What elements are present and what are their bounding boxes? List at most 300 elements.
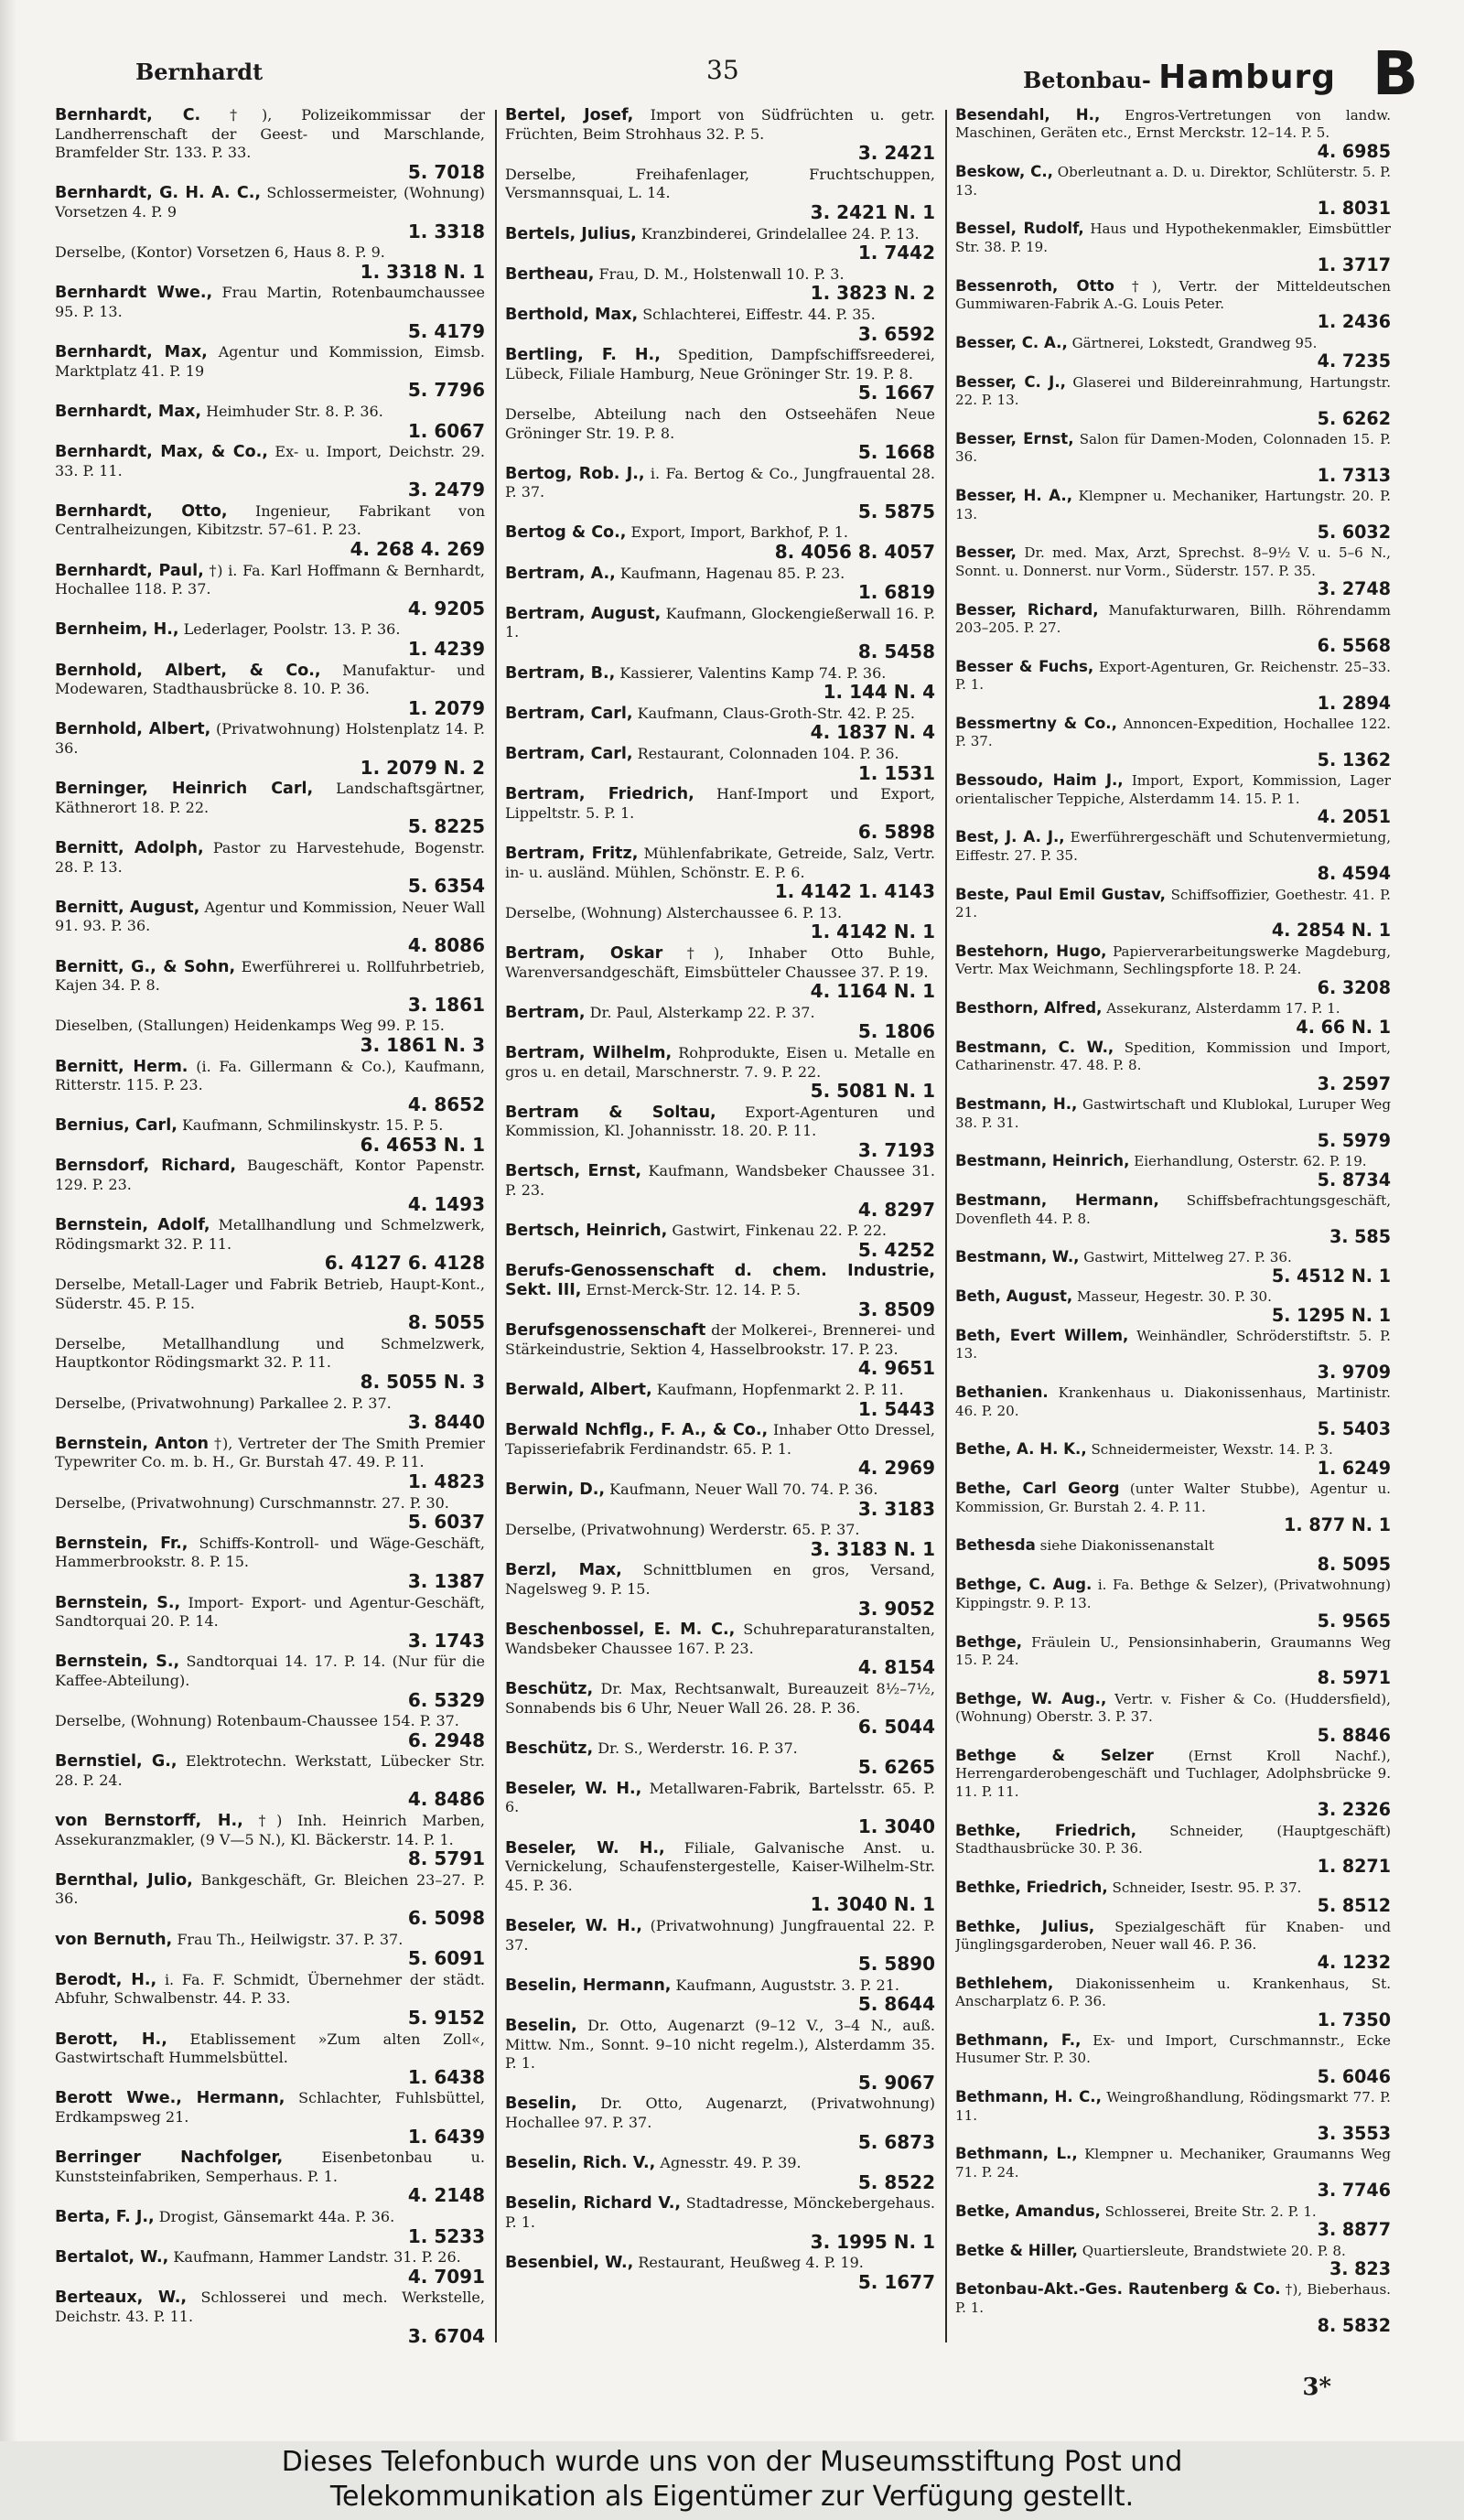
entry-details: i. Fa. F. Schmidt, Übernehmer der städt. Abfuhr, Schwalbenstr. 44. P. 33.: [55, 1970, 485, 2008]
entry-name: Bethge & Selzer: [955, 1746, 1154, 1764]
directory-entry: [505, 944, 935, 1002]
entry-phone-number: 1. 6067: [407, 419, 485, 442]
entry-name: Bethmann, H. C.,: [955, 2088, 1102, 2106]
directory-entry: [55, 2208, 485, 2246]
entry-phone-number: 3. 3553: [1317, 2123, 1391, 2145]
entry-details: Haus und Hypothekenmakler, Eimsbüttler Str. 38. P. 19.: [955, 221, 1391, 255]
directory-entry: [955, 2242, 1391, 2279]
entry-phone-number: 6. 5044: [857, 1716, 935, 1739]
entry-name: Beselin,: [505, 2095, 577, 2114]
entry-phone-number: 3. 2421 N. 1: [810, 200, 935, 223]
entry-name: Bernhardt, Otto,: [55, 501, 228, 521]
entry-details: †), Vertr. der Mitteldeutschen Gummiwaren-Fabrik A.-G. Louis Peter.: [955, 277, 1391, 313]
entry-details: Dr. S., Werderstr. 16. P. 37.: [597, 1739, 798, 1757]
directory-entry: [505, 904, 935, 942]
entry-name: Beseler, W. H.,: [505, 1838, 665, 1858]
entry-name: Besser, H. A.,: [955, 487, 1073, 505]
entry-name: Berthold, Max,: [505, 305, 639, 324]
entry-name: Berwald, Albert,: [505, 1381, 652, 1399]
directory-entry: [955, 1095, 1391, 1150]
entry-phone-number: 6. 5898: [857, 821, 935, 844]
entry-details: Kaufmann, Schmilinskystr. 15. P. 5.: [181, 1116, 444, 1135]
entry-phone-number: 3. 1861: [407, 993, 485, 1016]
directory-entry: [955, 1690, 1391, 1745]
entry-phone-number: 6. 5098: [407, 1907, 485, 1930]
entry-name: Bethke, Julius,: [955, 1917, 1095, 1935]
entry-details: Etablissement »Zum alten Zoll«, Gastwirtschaft Hummelsbüttel.: [55, 2030, 485, 2067]
entry-details: Export, Import, Barkhof, P. 1.: [630, 523, 848, 542]
entry-details: Papierverarbeitungswerke Magdeburg, Vertr. Max Weichmann, Sechlingspforte 18. P. 24.: [955, 942, 1391, 978]
entry-phone-number: 3. 7193: [857, 1138, 935, 1161]
entry-name: Bertsch, Heinrich,: [505, 1222, 668, 1241]
directory-entry: [955, 886, 1391, 941]
entry-phone-number: 4. 2051: [1317, 806, 1391, 828]
entry-phone-number: 8. 4056 8. 4057: [774, 541, 935, 564]
entry-name: Bernstein, Adolf,: [55, 1216, 210, 1235]
entry-details: Glaserei und Bildereinrahmung, Hartungstr. 22. P. 13.: [955, 373, 1391, 409]
entry-name: Besser, C. J.,: [955, 372, 1066, 391]
directory-entry: [955, 658, 1391, 713]
entry-details: Frau Martin, Rotenbaumchaussee 95. P. 13.: [55, 284, 485, 320]
directory-entry: [55, 1535, 485, 1592]
entry-phone-number: 8. 4594: [1317, 863, 1391, 885]
directory-entry: [955, 1918, 1391, 1973]
directory-columns: [55, 106, 1391, 2366]
entry-name: Berwald Nchflg., F. A., & Co.,: [505, 1421, 769, 1440]
directory-entry: [505, 405, 935, 463]
directory-entry: [55, 1812, 485, 1869]
directory-entry: [505, 1004, 935, 1042]
entry-phone-number: 3. 2326: [1317, 1799, 1391, 1821]
entry-details: Ernst-Merck-Str. 12. 14. P. 5.: [586, 1281, 801, 1299]
signature-mark: 3*: [1302, 2374, 1331, 2401]
entry-name: Bertel, Josef,: [505, 106, 634, 124]
entry-name: Berott Wwe., Hermann,: [55, 2089, 285, 2108]
directory-entry: [55, 958, 485, 1016]
entry-details: Derselbe, (Privatwohnung) Werderstr. 65. P. 37.: [505, 1521, 860, 1539]
directory-entry: [505, 1481, 935, 1519]
entry-details: Restaurant, Colonnaden 104. P. 36.: [637, 745, 899, 762]
column-divider: [495, 110, 497, 2342]
entry-phone-number: 4. 9651: [857, 1357, 935, 1380]
entry-details: Hanf-Import und Export, Lippeltstr. 5. P. 1.: [505, 785, 935, 822]
entry-phone-number: 1. 3040: [857, 1815, 935, 1838]
directory-entry: [955, 430, 1391, 485]
entry-details: Salon für Damen-Moden, Colonnaden 15. P. 36.: [955, 430, 1391, 466]
entry-phone-number: 3. 585: [1329, 1225, 1391, 1247]
entry-details: (Privatwohnung) Holstenplatz 14. P. 36.: [55, 720, 485, 757]
entry-phone-number: 3. 2597: [1317, 1072, 1391, 1094]
entry-name: Berninger, Heinrich Carl,: [55, 780, 314, 799]
entry-phone-number: 1. 5443: [857, 1397, 935, 1420]
entry-name: Bertram,: [505, 1003, 586, 1022]
entry-name: Berteaux, W.,: [55, 2288, 187, 2308]
entry-details: Klempner u. Mechaniker, Graumanns Weg 71. P. 24.: [955, 2146, 1391, 2181]
directory-entry: [505, 1680, 935, 1738]
entry-details: Spezialgeschäft für Knaben- und Jünglingsgarderoben, Neuer wall 46. P. 36.: [955, 1918, 1391, 1953]
entry-name: Berzl, Max,: [505, 1561, 622, 1580]
entry-details: Schneider, Isestr. 95. P. 37.: [1112, 1879, 1302, 1896]
entry-name: Berringer Nachfolger,: [55, 2148, 284, 2168]
entry-phone-number: 5. 9152: [407, 2007, 485, 2029]
entry-details: Baugeschäft, Kontor Papenstr. 129. P. 23.: [55, 1157, 485, 1194]
directory-entry: [955, 334, 1391, 372]
entry-details: Vertr. v. Fisher & Co. (Huddersfield), (Wohnung) Oberstr. 3. P. 37.: [955, 1690, 1391, 1726]
entry-phone-number: 4. 8154: [857, 1656, 935, 1679]
directory-entry: [505, 106, 935, 164]
entry-phone-number: 4. 8486: [407, 1788, 485, 1811]
entry-phone-number: 1. 4823: [407, 1470, 485, 1492]
entry-phone-number: 4. 9205: [407, 597, 485, 619]
column-divider: [945, 110, 947, 2342]
directory-entry: [55, 403, 485, 441]
directory-entry: [955, 601, 1391, 656]
directory-entry: [55, 1157, 485, 1214]
directory-entry: [55, 1871, 485, 1929]
entry-details: Derselbe, Metall-Lager und Fabrik Betrieb, Haupt-Kont., Süderstr. 45. P. 15.: [55, 1276, 485, 1312]
entry-phone-number: 1. 6439: [407, 2125, 485, 2148]
directory-entry: [955, 1633, 1391, 1688]
directory-entry: [955, 1879, 1391, 1916]
directory-entry: [55, 2248, 485, 2287]
directory-entry: [505, 1521, 935, 1559]
entry-phone-number: 3. 8877: [1317, 2219, 1391, 2241]
entry-phone-number: 1. 5233: [407, 2224, 485, 2247]
directory-entry: [505, 1976, 935, 2015]
entry-phone-number: 5. 4512 N. 1: [1271, 1265, 1391, 1287]
entry-details: Schneidermeister, Wexstr. 14. P. 3.: [1091, 1441, 1333, 1459]
entry-phone-number: 5. 8225: [407, 815, 485, 838]
directory-entry: [955, 1822, 1391, 1877]
entry-phone-number: 4. 7235: [1317, 350, 1391, 372]
entry-phone-number: 5. 5403: [1317, 1418, 1391, 1440]
entry-phone-number: 4. 1232: [1317, 1952, 1391, 1974]
entry-name: Bertram, Carl,: [505, 745, 633, 763]
entry-name: Berwin, D.,: [505, 1480, 606, 1499]
entry-details: †), Polizeikommissar der Landherrenschaft der Geest- und Marschlande, Bramfelder Str. 133. P. 33.: [55, 106, 485, 162]
entry-details: Schiffsbefrachtungsgeschäft, Dovenfleth 44. P. 8.: [955, 1192, 1391, 1227]
entry-name: Berufs-Genossenschaft d. chem. Industrie, Sekt. III,: [505, 1262, 935, 1300]
directory-entry: [955, 163, 1391, 218]
directory-entry: [505, 1839, 935, 1915]
entry-name: Bertalot, W.,: [55, 2248, 169, 2267]
directory-entry: [505, 346, 935, 404]
directory-entry: [55, 780, 485, 837]
entry-details: Gärtnerei, Lokstedt, Grandweg 95.: [1071, 334, 1318, 351]
directory-entry: [955, 1975, 1391, 2030]
entry-name: Beskow, C.,: [955, 163, 1053, 181]
entry-phone-number: 5. 6262: [1317, 407, 1391, 429]
entry-name: Besser,: [955, 544, 1017, 562]
entry-name: Bestehorn, Hugo,: [955, 942, 1107, 960]
entry-details: Schuhreparaturanstalten, Wandsbeker Chaussee 167. P. 23.: [505, 1621, 935, 1657]
directory-entry: [955, 828, 1391, 883]
entry-details: Dr. Max, Rechtsanwalt, Bureauzeit 8½–7½, Sonnabends bis 6 Uhr, Neuer Wall 26. 28. P. 36.: [505, 1679, 935, 1717]
entry-details: Schlachter, Fuhlsbüttel, Erdkampsweg 21.: [55, 2089, 485, 2126]
entry-phone-number: 5. 6873: [857, 2130, 935, 2153]
entry-details: (unter Walter Stubbe), Agentur u. Kommission, Gr. Burstah 2. 4. P. 11.: [955, 1481, 1391, 1515]
entry-name: Bernius, Carl,: [55, 1116, 178, 1136]
entry-details: Manufakturwaren, Billh. Röhrendamm 203–205. P. 27.: [955, 601, 1391, 636]
entry-phone-number: 5. 1295 N. 1: [1271, 1304, 1391, 1326]
entry-phone-number: 1. 2079 N. 2: [360, 756, 485, 779]
entry-details: Stadtadresse, Mönckebergehaus. P. 1.: [505, 2194, 935, 2231]
entry-phone-number: 3. 9052: [857, 1597, 935, 1620]
directory-entry: [55, 284, 485, 341]
entry-name: Beschütz,: [505, 1679, 594, 1698]
entry-details: der Molkerei-, Brennerei- und Stärkeindustrie, Sektion 4, Hasselbrookstr. 17. P. 23.: [505, 1321, 935, 1358]
entry-phone-number: 3. 8509: [857, 1298, 935, 1320]
directory-entry: [955, 1327, 1391, 1382]
entry-details: Drogist, Gänsemarkt 44a. P. 36.: [158, 2207, 395, 2225]
entry-phone-number: 5. 5081 N. 1: [810, 1080, 935, 1103]
directory-entry: [55, 1931, 485, 1969]
entry-phone-number: 5. 9067: [857, 2071, 935, 2094]
directory-entry: [955, 2145, 1391, 2200]
entry-phone-number: 5. 8846: [1317, 1724, 1391, 1746]
entry-details: Oberleutnant a. D. u. Direktor, Schlüterstr. 5. P. 13.: [955, 164, 1391, 199]
entry-phone-number: 1. 8271: [1317, 1856, 1391, 1878]
directory-entry: [955, 1248, 1391, 1286]
entry-name: Bertog & Co.,: [505, 523, 627, 543]
entry-details: Schlachterei, Eiffestr. 44. P. 35.: [642, 305, 876, 323]
entry-name: Bethke, Friedrich,: [955, 1878, 1108, 1896]
entry-name: Berufsgenossenschaft: [505, 1321, 706, 1341]
entry-name: Bertram, Fritz,: [505, 844, 639, 863]
entry-name: Bestmann, Heinrich,: [955, 1152, 1130, 1170]
entry-name: Bernstein, Fr.,: [55, 1534, 188, 1553]
entry-name: Bethge, C. Aug.: [955, 1576, 1093, 1594]
directory-entry: [955, 715, 1391, 770]
entry-details: Metallwaren-Fabrik, Bartelsstr. 65. P. 6.: [505, 1779, 935, 1816]
entry-name: von Bernstorff, H.,: [55, 1812, 243, 1831]
entry-phone-number: 3. 3183: [857, 1497, 935, 1520]
directory-entry: [55, 1971, 485, 2029]
directory-entry: [505, 465, 935, 522]
entry-details: Agentur und Kommission, Neuer Wall 91. 93. P. 36.: [55, 898, 485, 935]
directory-entry: [505, 2095, 935, 2152]
entry-name: Bethe, A. H. K.,: [955, 1440, 1087, 1459]
directory-entry: [955, 1384, 1391, 1438]
entry-name: Bernstein, S.,: [55, 1653, 180, 1672]
directory-entry: [55, 1335, 485, 1393]
directory-entry: [955, 1039, 1391, 1093]
entry-name: Bernheim, H.,: [55, 620, 179, 640]
entry-details: Schnittblumen en gros, Versand, Nagelsweg 9. P. 15.: [505, 1561, 935, 1598]
entry-details: Ingenieur, Fabrikant von Centralheizungen, Kibitzstr. 57–61. P. 23.: [55, 501, 485, 539]
directory-entry: [55, 502, 485, 560]
directory-entry: [55, 2288, 485, 2346]
entry-details: Derselbe, (Kontor) Vorsetzen 6, Haus 8. P. 9.: [55, 243, 385, 262]
entry-details: Landschaftsgärtner, Käthnerort 18. P. 22.: [55, 780, 485, 816]
entry-name: Bernitt, Herm.: [55, 1057, 188, 1076]
entry-phone-number: 1. 1531: [857, 761, 935, 784]
entry-phone-number: 1. 144 N. 4: [823, 681, 935, 704]
directory-entry: [955, 2280, 1391, 2335]
entry-details: Rohprodukte, Eisen u. Metalle en gros u. en detail, Marschnerstr. 7. 9. P. 22.: [505, 1043, 935, 1081]
entry-phone-number: 5. 1362: [1317, 748, 1391, 770]
entry-name: Bethlehem,: [955, 1974, 1054, 1992]
entry-name: Bestmann, C. W.,: [955, 1038, 1114, 1056]
entry-phone-number: 6. 4127 6. 4128: [324, 1252, 485, 1275]
entry-phone-number: 8. 5055: [407, 1311, 485, 1334]
directory-entry: [505, 1381, 935, 1419]
directory-entry: [55, 106, 485, 182]
entry-details: Dieselben, (Stallungen) Heidenkamps Weg 99. P. 15.: [55, 1017, 445, 1035]
entry-details: Assekuranz, Alsterdamm 17. P. 1.: [1106, 1000, 1340, 1018]
entry-details: Frau, D. M., Holstenwall 10. P. 3.: [598, 264, 845, 283]
entry-phone-number: 1. 877 N. 1: [1284, 1514, 1391, 1536]
entry-details: Schlosserei, Breite Str. 2. P. 1.: [1104, 2202, 1317, 2220]
entry-name: Beschütz,: [505, 1739, 594, 1758]
directory-entry: [55, 243, 485, 282]
entry-phone-number: 1. 8031: [1317, 198, 1391, 220]
entry-name: Betke, Amandus,: [955, 2202, 1101, 2220]
entry-phone-number: 5. 6265: [857, 1756, 935, 1779]
header-right-keyword: [1023, 59, 1336, 96]
entry-phone-number: 4. 66 N. 1: [1296, 1016, 1391, 1038]
entry-details: Export-Agenturen und Kommission, Kl. Johannisstr. 18. 20. P. 11.: [505, 1103, 935, 1140]
entry-name: Bethesda: [955, 1536, 1036, 1555]
entry-details: Bankgeschäft, Gr. Bleichen 23–27. P. 36.: [55, 1870, 485, 1908]
directory-entry: [505, 1044, 935, 1102]
entry-phone-number: 1. 7350: [1317, 2008, 1391, 2030]
entry-phone-number: 1. 6249: [1317, 1457, 1391, 1479]
entry-phone-number: 4. 8297: [857, 1198, 935, 1221]
entry-phone-number: 5. 1806: [857, 1020, 935, 1043]
directory-entry: [955, 544, 1391, 598]
ownership-banner: [0, 2441, 1464, 2520]
entry-details: Derselbe, (Wohnung) Rotenbaum-Chaussee 154. P. 37.: [55, 1712, 459, 1730]
entry-name: Bethge, W. Aug.,: [955, 1689, 1107, 1707]
entry-name: Bernstein, S.,: [55, 1593, 181, 1612]
entry-phone-number: 8. 5095: [1317, 1553, 1391, 1575]
entry-details: Gastwirt, Mittelweg 27. P. 36.: [1083, 1249, 1292, 1266]
entry-details: Import, Export, Kommission, Lager orientalischer Teppiche, Alsterdamm 14. 15. P. 1.: [955, 772, 1391, 807]
entry-phone-number: 3. 1743: [407, 1629, 485, 1652]
entry-phone-number: 1. 6819: [857, 581, 935, 604]
banner-line-1: Dieses Telefonbuch wurde uns von der Museumsstiftung Post und: [281, 2446, 1183, 2478]
entry-name: Besser, C. A.,: [955, 333, 1068, 351]
entry-phone-number: 5. 4252: [857, 1238, 935, 1261]
entry-name: Bethe, Carl Georg: [955, 1480, 1120, 1498]
page-header: [55, 38, 1418, 109]
entry-details: Masseur, Hegestr. 30. P. 30.: [1077, 1288, 1272, 1306]
entry-details: Krankenhaus u. Diakonissenhaus, Martinistr. 46. P. 20.: [955, 1384, 1391, 1419]
entry-phone-number: 6. 4653 N. 1: [360, 1133, 485, 1156]
entry-name: Bernstein, Anton: [55, 1434, 209, 1453]
directory-entry: [955, 277, 1391, 332]
entry-phone-number: 1. 3318: [407, 220, 485, 242]
entry-phone-number: 1. 6438: [407, 2065, 485, 2088]
directory-entry: [505, 2254, 935, 2292]
entry-name: Bestmann, W.,: [955, 1248, 1080, 1266]
directory-entry: [505, 265, 935, 304]
entry-phone-number: 5. 6037: [407, 1511, 485, 1534]
entry-phone-number: 3. 3183 N. 1: [810, 1537, 935, 1560]
entry-name: Bertram, Wilhelm,: [505, 1043, 673, 1062]
entry-details: Derselbe, Freihafenlager, Fruchtschuppen, Versmannsquai, L. 14.: [505, 165, 935, 202]
entry-name: Betke & Hiller,: [955, 2241, 1078, 2259]
directory-entry: [505, 306, 935, 344]
entry-phone-number: 6. 2948: [407, 1728, 485, 1751]
directory-entry: [955, 1480, 1391, 1535]
entry-phone-number: 3. 823: [1329, 2257, 1391, 2279]
directory-entry: [505, 166, 935, 223]
entry-details: †) Inh. Heinrich Marben, Assekuranzmakler, (9 V—5 N.), Kl. Bäckerstr. 14. P. 1.: [55, 1812, 485, 1848]
directory-entry: [55, 343, 485, 401]
entry-name: Bertram, Friedrich,: [505, 785, 694, 804]
entry-phone-number: 5. 6032: [1317, 521, 1391, 543]
entry-phone-number: 5. 6354: [407, 875, 485, 898]
entry-phone-number: 5. 8512: [1317, 1895, 1391, 1917]
directory-entry: [55, 662, 485, 719]
directory-entry: [505, 664, 935, 703]
entry-name: Bertram, Carl,: [505, 704, 633, 723]
entry-phone-number: 5. 8644: [857, 1993, 935, 2016]
entry-details: Derselbe, (Privatwohnung) Parkallee 2. P. 37.: [55, 1394, 392, 1412]
entry-details: i. Fa. Bertog & Co., Jungfrauental 28. P. 37.: [505, 464, 935, 501]
entry-details: Dr. med. Max, Arzt, Sprechst. 8–9½ V. u. 5–6 N., Sonnt. u. Donnerst. nur Vorm., Süderstr. 157. P. 35.: [955, 544, 1391, 579]
directory-entry: [955, 1152, 1391, 1190]
directory-entry: [55, 839, 485, 897]
entry-name: Besser & Fuchs,: [955, 657, 1094, 675]
entry-details: Frau Th., Heilwigstr. 37. P. 37.: [177, 1930, 404, 1948]
directory-entry: [55, 1116, 485, 1155]
entry-details: i. Fa. Bethge & Selzer), (Privatwohnung) Kippingstr. 9. P. 13.: [955, 1577, 1391, 1611]
entry-name: Bethanien.: [955, 1384, 1049, 1402]
entry-details: Ewerführerei u. Rollfuhrbetrieb, Kajen 34. P. 8.: [55, 957, 485, 995]
entry-phone-number: 5. 1667: [857, 382, 935, 404]
header-city: Hamburg: [1158, 59, 1336, 96]
directory-entry: [55, 1276, 485, 1333]
entry-details: Diakonissenheim u. Krankenhaus, St. Anscharplatz 6. P. 36.: [955, 1975, 1391, 2010]
entry-name: Bernthal, Julio,: [55, 1870, 193, 1890]
entry-details: Derselbe, Metallhandlung und Schmelzwerk, Hauptkontor Rödingsmarkt 32. P. 11.: [55, 1334, 485, 1372]
entry-phone-number: 8. 5458: [857, 641, 935, 663]
entry-name: Bessenroth, Otto: [955, 276, 1114, 295]
directory-entry: [505, 1621, 935, 1678]
entry-details: Restaurant, Heußweg 4. P. 19.: [638, 2254, 864, 2272]
entry-details: Ex- und Import, Curschmannstr., Ecke Husumer Str. P. 30.: [955, 2032, 1391, 2067]
directory-entry: [55, 562, 485, 619]
column-3: [955, 106, 1391, 2366]
entry-details: Dr. Otto, Augenarzt, (Privatwohnung) Hochallee 97. P. 37.: [505, 2095, 935, 2131]
directory-entry: [505, 1162, 935, 1220]
directory-entry: [55, 899, 485, 956]
entry-name: Bessmertny & Co.,: [955, 715, 1117, 732]
entry-details: Elektrotechn. Werkstatt, Lübecker Str. 28. P. 24.: [55, 1752, 485, 1789]
entry-details: Klempner u. Mechaniker, Hartungstr. 20. P. 13.: [955, 488, 1391, 522]
entry-details: Fräulein U., Pensionsinhaberin, Graumanns Weg 15. P. 24.: [955, 1633, 1391, 1668]
entry-phone-number: 1. 2436: [1317, 311, 1391, 333]
entry-details: Schlossermeister, (Wohnung) Vorsetzen 4. P. 9: [55, 184, 485, 221]
entry-phone-number: 3. 2479: [407, 479, 485, 501]
directory-entry: [505, 523, 935, 562]
entry-details: Kaufmann, Hopfenmarkt 2. P. 11.: [656, 1381, 904, 1398]
entry-details: Gastwirt, Finkenau 22. P. 22.: [672, 1222, 887, 1240]
entry-details: Ewerführergeschäft und Schutenvermietung, Eiffestr. 27. P. 35.: [955, 829, 1391, 864]
directory-entry: [505, 1262, 935, 1319]
entry-name: Bestmann, H.,: [955, 1095, 1078, 1114]
directory-entry: [55, 1653, 485, 1710]
entry-phone-number: 1. 2079: [407, 696, 485, 719]
directory-entry: [55, 2030, 485, 2088]
directory-entry: [55, 1594, 485, 1652]
entry-details: Kaufmann, Hagenau 85. P. 23.: [619, 564, 845, 582]
entry-phone-number: 4. 1164 N. 1: [810, 980, 935, 1003]
entry-details: Schlosserei und mech. Werkstelle, Deichstr. 43. P. 11.: [55, 2288, 485, 2325]
